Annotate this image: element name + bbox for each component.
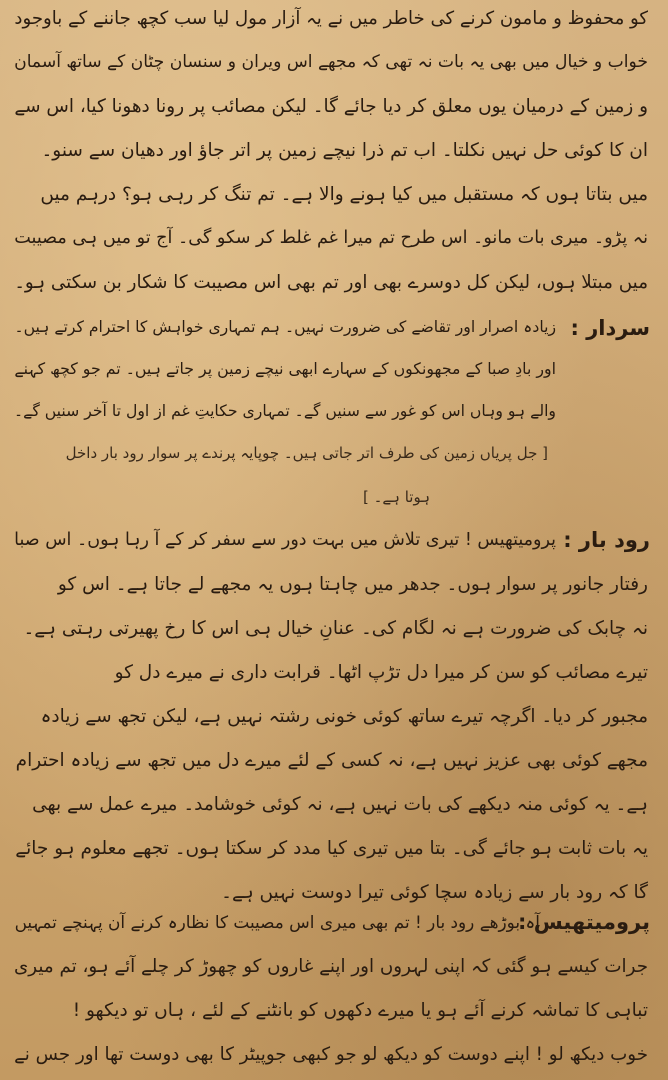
stage-direction-line: [ جل پریاں زمین کی طرف اتر جاتی ہیں۔ چوپایہ پرندے پر سوار رود بار داخل (65, 444, 548, 462)
speaker-name: سردار : (570, 316, 650, 340)
text-line: زیادہ اصرار اور تقاضے کی ضرورت نہیں۔ ہم تمہاری خواہش کا احترام کرتے ہیں۔ (14, 317, 556, 336)
text-line: گا کہ رود بار سے زیادہ سچا کوئی تیرا دوست نہیں ہے۔ (221, 882, 648, 903)
text-line: ہے۔ یہ کوئی منہ دیکھے کی بات نہیں ہے، نہ کوئی خوشامد۔ میرے عمل سے بھی (32, 794, 648, 815)
text-line: پرومیتھیس ! تیری تلاش میں بہت دور سے سفر کر کے آ رہا ہوں۔ اس صبا (14, 530, 556, 550)
text-line: یہ بات ثابت ہو جائے گی۔ بتا میں تیری کیا مدد کر سکتا ہوں۔ تجھے معلوم ہو جائے (15, 838, 648, 859)
text-line: والے ہو وہاں اس کو غور سے سنیں گے۔ تمہاری حکایتِ غم از اول تا آخر سنیں گے۔ (13, 401, 556, 420)
text-line: تیرے مصائب کو سن کر میرا دل تڑپ اٹھا۔ قرابت داری نے میرے دل کو (114, 662, 648, 683)
text-line: اور بادِ صبا کے مجھونکوں کے سہارے ابھی نیچے زمین پر جاتے ہیں۔ تم جو کچھ کہنے (14, 359, 556, 378)
text-line: نہ چابک کی ضرورت ہے نہ لگام کی۔ عنانِ خیال ہی اس کا رخ پھیرتی رہتی ہے۔ (23, 618, 648, 639)
text-line: میں بتاتا ہوں کہ مستقبل میں کیا ہونے والا ہے۔ تم تنگ کر رہی ہو؟ درہم میں (40, 184, 648, 205)
text-line: مجھے کوئی بھی عزیز نہیں ہے، نہ کسی کے لئے میرے دل میں تجھ سے زیادہ احترام (15, 750, 648, 771)
stage-direction-line: ہوتا ہے۔ ] (362, 488, 430, 506)
text-line: خوب دیکھ لو ! اپنے دوست کو دیکھ لو جو کبھی جوپیٹر کا بھی دوست تھا اور جس نے (14, 1044, 648, 1065)
speaker-name: پرومیتھیس : (518, 910, 650, 934)
text-line: جرات کیسے ہو گئی کہ اپنی لہروں اور اپنے غاروں کو چھوڑ کر چلے آئے ہو، تم میری (14, 956, 648, 977)
text-line: تباہی کا تماشہ کرنے آئے ہو یا میرے دکھوں کو بانٹنے کے لئے ، ہاں تو دیکھو ! (72, 1000, 648, 1021)
text-line: ان کا کوئی حل نہیں نکلتا۔ اب تم ذرا نیچے زمین پر اتر جاؤ اور دھیان سے سنو۔ (41, 140, 648, 161)
text-line: نہ پڑو۔ میری بات مانو۔ اس طرح تم میرا غم غلط کر سکو گی۔ آج تو میں ہی مصیبت (14, 228, 648, 248)
text-line: کو محفوظ و مامون کرنے کی خاطر میں نے یہ آزار مول لیا سب کچھ جاننے کے باوجود (14, 8, 648, 29)
text-line: مجبور کر دیا۔ اگرچہ تیرے ساتھ کوئی خونی رشتہ نہیں ہے، لیکن تجھ سے زیادہ (40, 706, 648, 727)
text-line: میں مبتلا ہوں، لیکن کل دوسرے بھی اور تم بھی اس مصیبت کا شکار بن سکتی ہو۔ (14, 272, 648, 293)
text-line: و زمین کے درمیان یوں معلق کر دیا جائے گا۔ لیکن مصائب پر رونا دھونا کیا، اس سے (14, 96, 648, 117)
text-line: آہ بوڑھے رود بار ! تم بھی میری اس مصیبت کا نظارہ کرنے آن پہنچے تمہیں (14, 912, 540, 932)
speaker-name: رود بار : (563, 528, 650, 552)
text-line: خواب و خیال میں بھی یہ بات نہ تھی کہ مجھے اس ویران و سنسان چٹان کے ساتھ آسمان (14, 52, 648, 72)
text-line: رفتار جانور پر سوار ہوں۔ جدھر میں چاہتا ہوں یہ مجھے لے جاتا ہے۔ اس کو (57, 574, 648, 595)
